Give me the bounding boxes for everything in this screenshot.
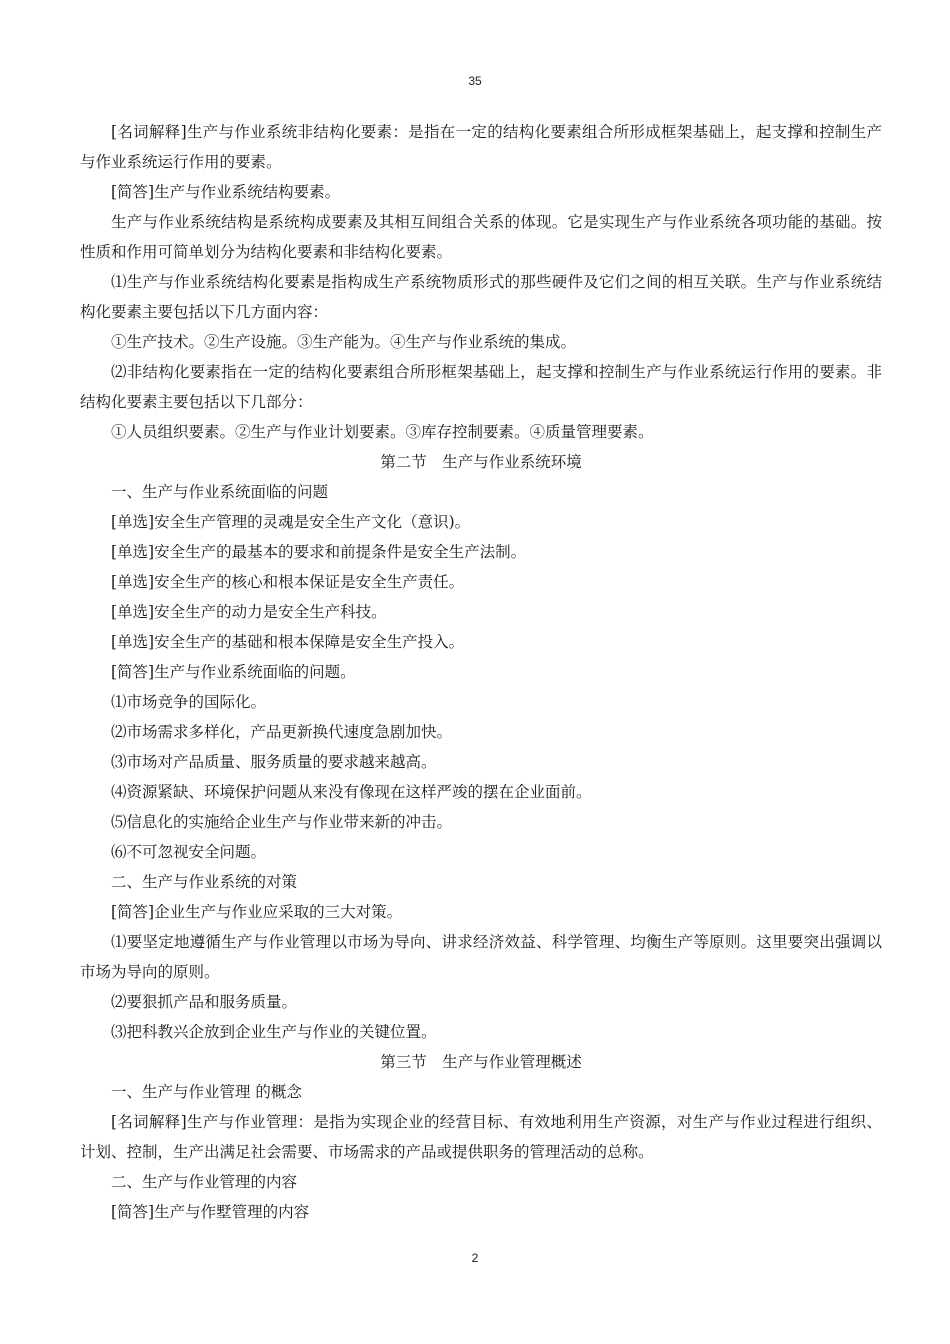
paragraph: [简答]生产与作业系统面临的问题。 [111, 663, 356, 681]
section-heading: 第三节 生产与作业管理概述 [380, 1053, 582, 1071]
list-item: ⑴要坚定地遵循生产与作业管理以市场为导向、讲求经济效益、科学管理、均衡生产等原则。这里要突出强调以市场为导向的原则。 [80, 933, 882, 981]
paragraph: ①生产技术。②生产设施。③生产能为。④生产与作业系统的集成。 [111, 333, 577, 351]
paragraph: ①人员组织要素。②生产与作业计划要素。③库存控制要素。④质量管理要素。 [111, 423, 654, 441]
list-item: ⑷资源紧缺、环境保护问题从来没有像现在这样严竣的摆在企业面前。 [111, 783, 592, 801]
list-item: ⑵市场需求多样化，产品更新换代速度急剧加快。 [111, 723, 453, 741]
paragraph: [名词解释]生产与作业管理：是指为实现企业的经营目标、有效地利用生产资源，对生产与作业过程进行组织、计划、控制，生产出满足社会需要、市场需求的产品或提供职务的管理活动的总称。 [80, 1113, 882, 1161]
subsection-title: 一、生产与作业管理 的概念 [111, 1083, 302, 1101]
subsection-title: 二、生产与作业系统的对策 [111, 873, 298, 891]
paragraph: [名词解释]生产与作业系统非结构化要素：是指在一定的结构化要素组合所形成框架基础上，起支撑和控制生产与作业系统运行作用的要素。 [80, 123, 882, 171]
paragraph: ⑴生产与作业系统结构化要素是指构成生产系统物质形式的那些硬件及它们之间的相互关联。生产与作业系统结构化要素主要包括以下几方面内容： [80, 273, 882, 321]
list-item: ⑶把科教兴企放到企业生产与作业的关键位置。 [111, 1023, 437, 1041]
section-heading: 第二节 生产与作业系统环境 [380, 453, 582, 471]
list-item: ⑶市场对产品质量、服务质量的要求越来越高。 [111, 753, 437, 771]
paragraph: [单选]安全生产的核心和根本保证是安全生产责任。 [111, 573, 465, 591]
subsection-title: 二、生产与作业管理的内容 [111, 1173, 298, 1191]
paragraph: [简答]企业生产与作业应采取的三大对策。 [111, 903, 403, 921]
list-item: ⑸信息化的实施给企业生产与作业带来新的冲击。 [111, 813, 453, 831]
list-item: ⑵要狠抓产品和服务质量。 [111, 993, 298, 1011]
document-body [80, 117, 882, 1227]
list-item: ⑹不可忽视安全问题。 [111, 843, 267, 861]
paragraph: [单选]安全生产管理的灵魂是安全生产文化（意识)。 [111, 513, 471, 531]
paragraph: [单选]安全生产的最基本的要求和前提条件是安全生产法制。 [111, 543, 527, 561]
footer-page-number: 2 [471, 1251, 479, 1265]
paragraph: [简答]生产与作业系统结构要素。 [111, 183, 341, 201]
paragraph: 生产与作业系统结构是系统构成要素及其相互间组合关系的体现。它是实现生产与作业系统各项功能的基础。按性质和作用可简单划分为结构化要素和非结构化要素。 [80, 213, 882, 261]
list-item: ⑴市场竞争的国际化。 [111, 693, 267, 711]
header-page-number: 35 [468, 74, 482, 88]
subsection-title: 一、生产与作业系统面临的问题 [111, 483, 329, 501]
paragraph: [简答]生产与作墅管理的内容 [111, 1203, 310, 1221]
paragraph: [单选]安全生产的基础和根本保障是安全生产投入。 [111, 633, 465, 651]
paragraph: ⑵非结构化要素指在一定的结构化要素组合所形框架基础上，起支撑和控制生产与作业系统运行作用的要素。非结构化要素主要包括以下几部分： [80, 363, 882, 411]
paragraph: [单选]安全生产的动力是安全生产科技。 [111, 603, 387, 621]
